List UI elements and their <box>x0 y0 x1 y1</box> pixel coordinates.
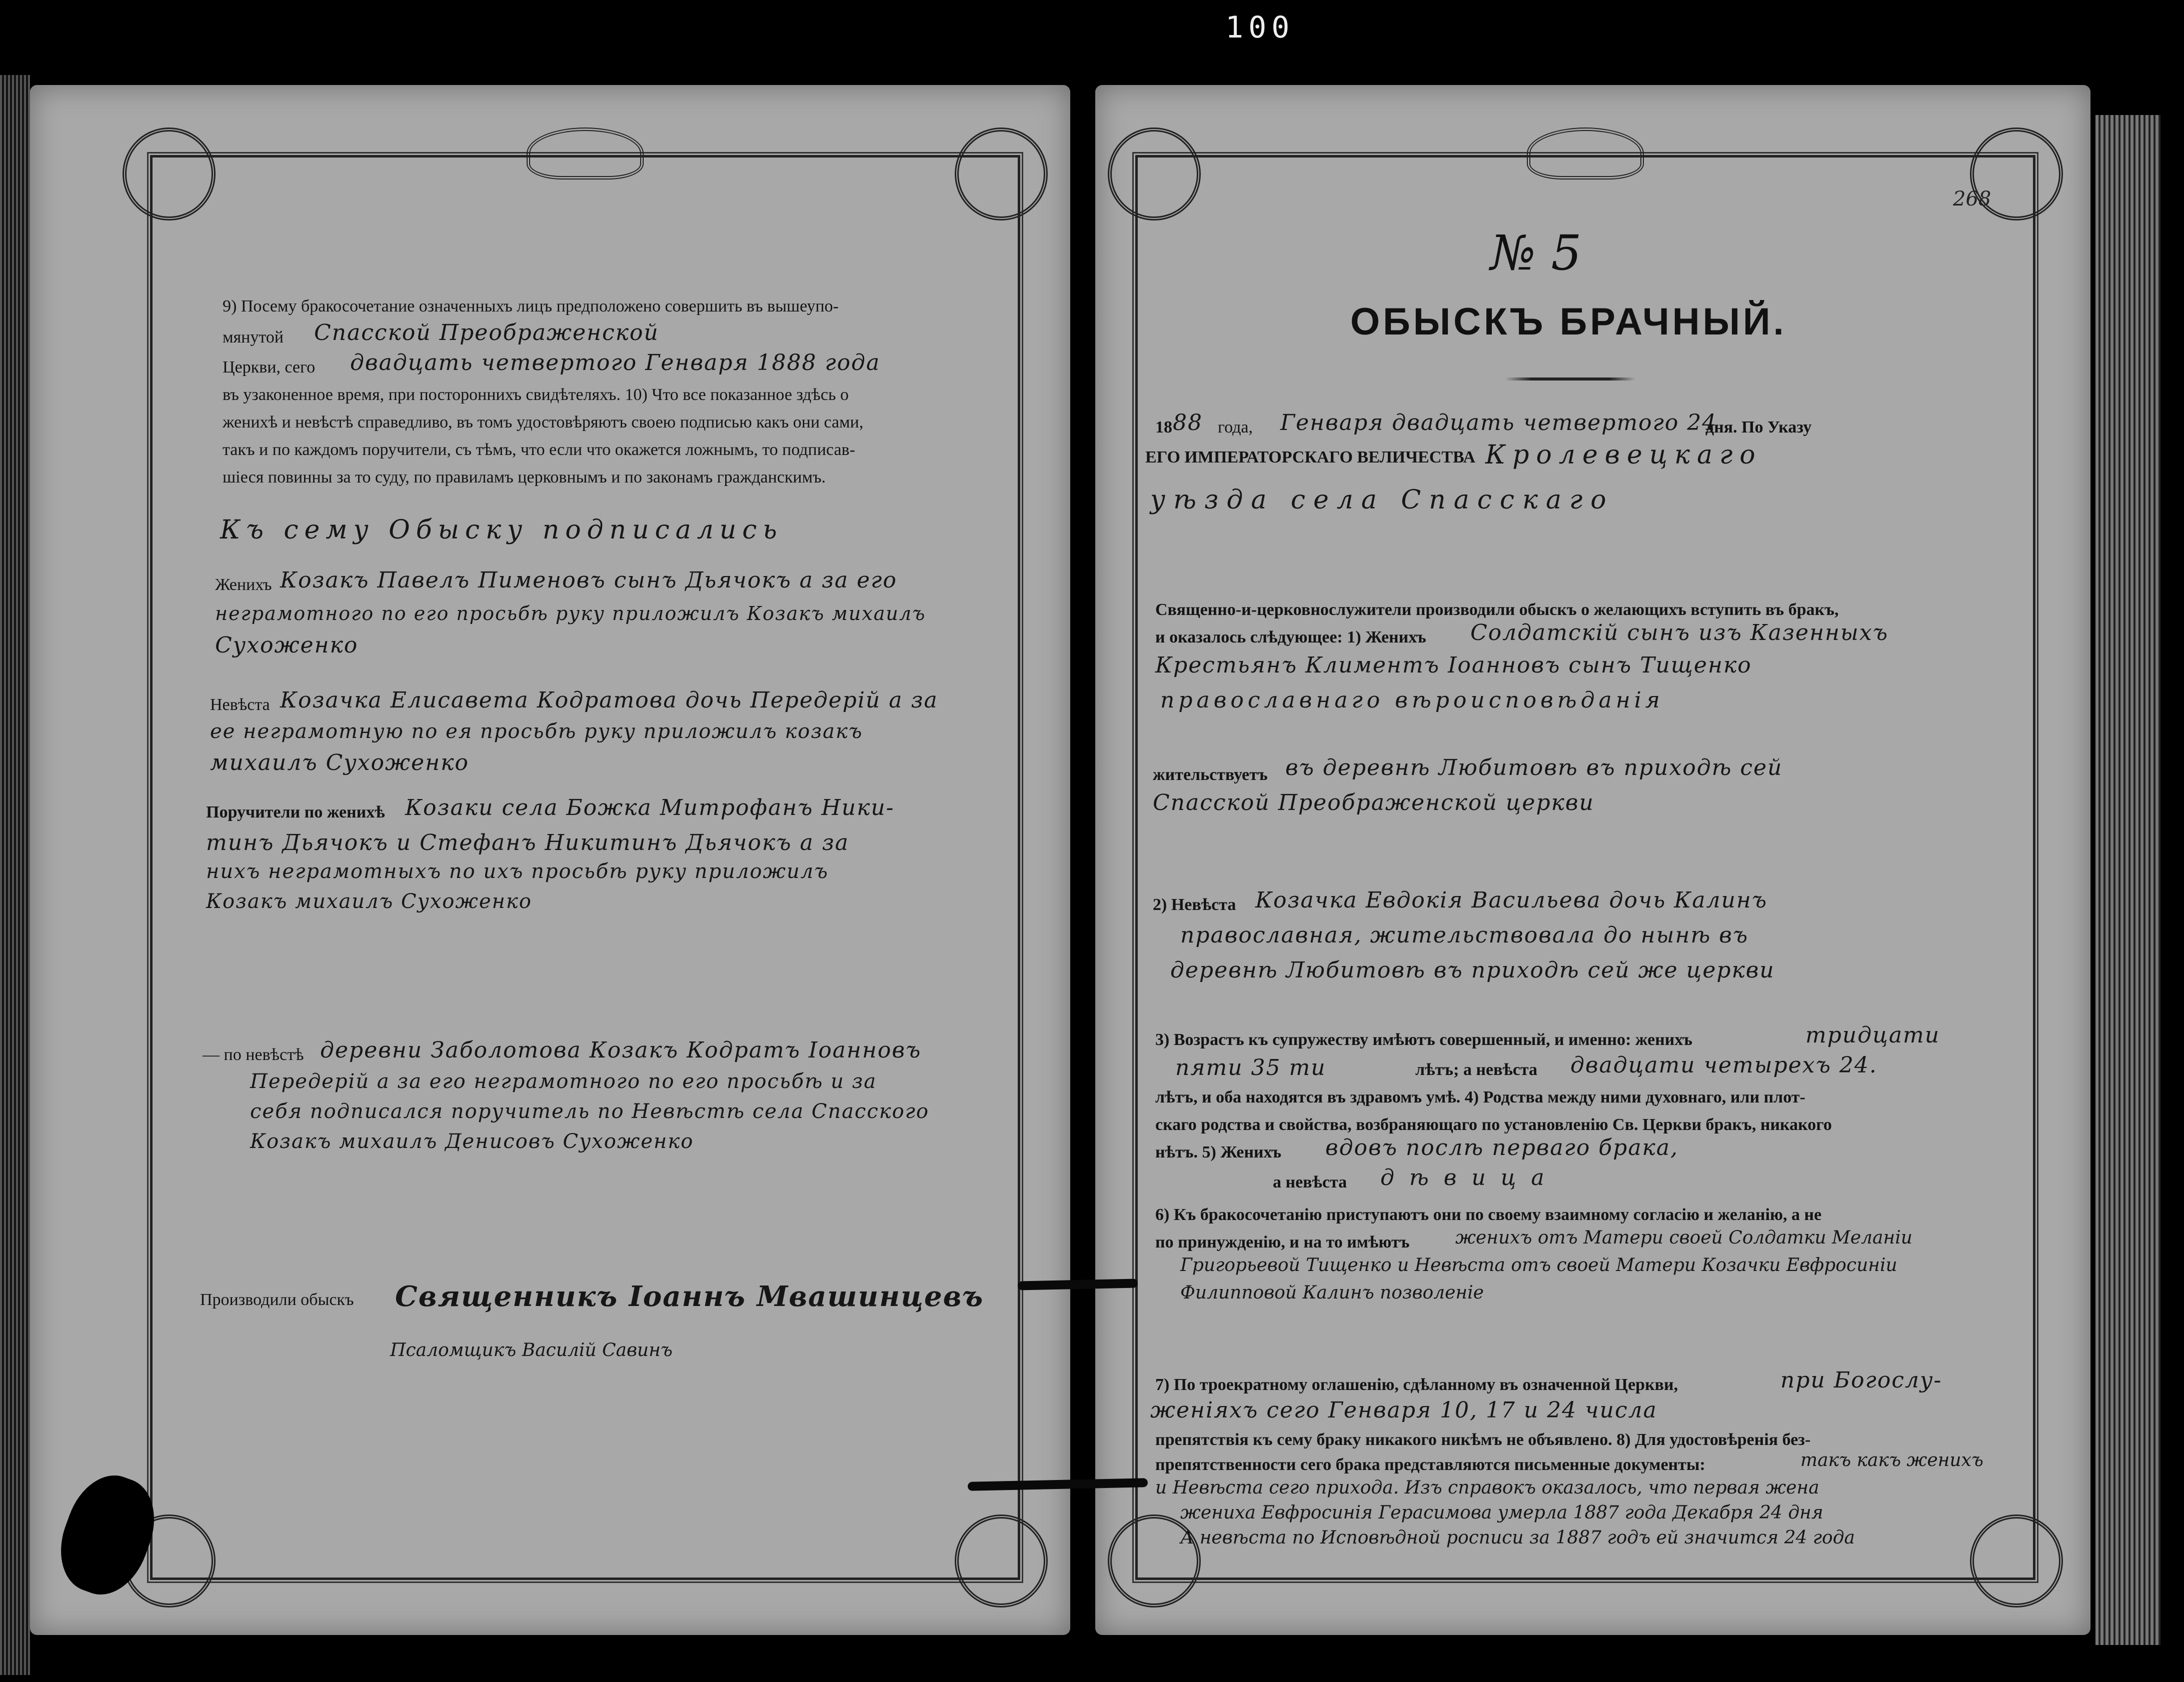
groom-hand-1: Солдатскій сынъ изъ Казенныхъ <box>1470 620 1889 646</box>
bride-guarantors-text-3: себя подписался поручитель по Невѣстѣ села Спасского <box>250 1100 930 1123</box>
groom-status-hand: вдовъ послѣ перваго брака, <box>1325 1135 1679 1160</box>
groom-guarantors-label: Поручители по женихѣ <box>206 803 385 822</box>
crown-ornament-icon <box>527 128 644 180</box>
left-text-line-5: женихѣ и невѣстѣ справедливо, въ томъ удостовѣряютъ своею подписью какъ они сами, <box>223 413 864 432</box>
groom-label: Женихъ <box>215 576 272 594</box>
document-number: № 5 <box>1490 225 1582 281</box>
crown-ornament-icon <box>1527 128 1644 180</box>
docs-hand-1: такъ какъ женихъ <box>1800 1450 1983 1470</box>
corner-ornament-icon <box>1970 1514 2063 1608</box>
groom-text-1: Козакъ Павелъ Пименовъ сынъ Дьячокъ а за его <box>280 568 897 593</box>
priest-signature: Священникъ Іоаннъ Мвашинцевъ <box>395 1280 984 1313</box>
book-spine-left <box>0 75 30 1675</box>
hand-church-name: Спасской Преображенской <box>314 320 659 346</box>
bride-text-2: ее неграмотную по ея просьбѣ руку приложилъ козакъ <box>210 720 863 743</box>
groom-guarantors-text-3: нихъ неграмотныхъ по ихъ просьбѣ руку приложилъ <box>206 860 829 883</box>
banns-line-4: препятственности сего брака представляются письменные документы: <box>1155 1456 1705 1474</box>
ukaz-text: дня. По Указу <box>1705 418 1812 436</box>
corner-ornament-icon <box>955 1514 1048 1608</box>
left-text-line-6: такъ и по каждомъ поручители, съ тѣмъ, что если что окажется ложнымъ, то подписав- <box>223 440 855 459</box>
age-line-3: лѣтъ, и оба находятся въ здравомъ умѣ. 4) Родства между ними духовнаго, или плот- <box>1155 1088 1805 1106</box>
assistant-signature: Псаломщикъ Василій Савинъ <box>390 1340 673 1360</box>
groom-guarantors-text-2: тинъ Дьячокъ и Стефанъ Никитинъ Дьячокъ а за <box>206 830 849 856</box>
emperor-line: ЕГО ИМПЕРАТОРСКАГО ВЕЛИЧЕСТВА <box>1145 448 1476 466</box>
right-page-frame <box>1135 155 2035 1580</box>
docs-hand-4: А невѣста по Исповѣдной росписи за 1887 годъ ей значится 24 года <box>1180 1528 1855 1548</box>
date-hand: Генваря двадцать четвертого 24 <box>1280 410 1717 436</box>
title-rule <box>1505 378 1635 380</box>
docs-hand-2: и Невѣста сего прихода. Изъ справокъ оказалось, что первая жена <box>1155 1478 1819 1498</box>
bride-hand-1: Козачка Евдокія Васильева дочь Калинъ <box>1255 888 1768 913</box>
ledger-mark: 100 <box>1225 10 1295 45</box>
corner-ornament-icon <box>955 128 1048 220</box>
clergy-line: Священно-и-церковнослужители производили обыскъ о желающихъ вступить въ бракъ, <box>1155 600 1839 619</box>
groom-text-2: неграмотного по его просьбѣ руку приложилъ Козакъ михаилъ <box>215 602 926 624</box>
age-line-1: 3) Возрастъ къ супружеству имѣютъ совершенный, и именно: женихъ <box>1155 1030 1692 1049</box>
bride-status-label: а невѣста <box>1273 1173 1347 1192</box>
age-groom-hand-2: пяти 35 ти <box>1175 1055 1326 1080</box>
consent-hand-1: женихъ отъ Матери своей Солдатки Меланіи <box>1455 1228 1912 1248</box>
consent-line-2: по принужденію, и на то имѣютъ <box>1155 1233 1410 1252</box>
page-edges <box>2095 115 2160 1645</box>
age-line-5: нѣтъ. 5) Женихъ <box>1155 1143 1282 1162</box>
banns-hand-2: женіяхъ сего Генваря 10, 17 и 24 числа <box>1150 1398 1657 1423</box>
groom-hand-2: Крестьянъ Климентъ Іоанновъ сынъ Тищенко <box>1155 652 1752 678</box>
groom-text-3: Сухоженко <box>215 632 359 658</box>
age-line-2: лѣтъ; а невѣста <box>1415 1060 1537 1079</box>
bride-guarantors-label: — по невѣстѣ <box>203 1046 304 1064</box>
bride-hand-2: православная, жительствовала до нынѣ въ <box>1180 922 1749 948</box>
uezd-hand-2: уѣзда села Спасскаго <box>1150 485 1614 515</box>
corner-ornament-icon <box>1108 128 1201 220</box>
found-line: и оказалось слѣдующее: 1) Женихъ <box>1155 628 1426 646</box>
bride-text-3: михаилъ Сухоженко <box>210 750 469 776</box>
banns-line-3: препятствія къ сему браку никакого никѣмъ не объявлено. 8) Для удостовѣренія без- <box>1155 1430 1811 1449</box>
bride-guarantors-text-2: Передерій а за его неграмотного по его просьбѣ и за <box>250 1070 877 1093</box>
bride-guarantors-text-1: деревни Заболотова Козакъ Кодратъ Іоанновъ <box>320 1038 922 1063</box>
year-hand: 88 <box>1173 410 1203 436</box>
left-text-line-4: въ узаконенное время, при постороннихъ свидѣтеляхъ. 10) Что все показанное здѣсь о <box>223 386 849 404</box>
bride-label: Невѣста <box>210 696 270 714</box>
age-line-4: скаго родства и свойства, возбраняющаго по установленію Св. Церкви бракъ, никакого <box>1155 1116 1832 1134</box>
banns-hand-1: при Богослу- <box>1780 1368 1942 1393</box>
bride-text-1: Козачка Елисавета Кодратова дочь Передерій а за <box>280 688 938 713</box>
corner-ornament-icon <box>123 128 216 220</box>
consent-hand-3: Филипповой Калинъ позволеніе <box>1180 1282 1484 1303</box>
consent-line-1: 6) Къ бракосочетанію приступаютъ они по своему взаимному согласію и желанію, а не <box>1155 1206 1822 1224</box>
age-bride-hand: двадцати четырехъ 24. <box>1570 1052 1877 1078</box>
residence-label: жительствуетъ <box>1153 766 1268 784</box>
conducted-label: Производили обыскъ <box>200 1290 354 1309</box>
hand-marriage-date: двадцать четвертого Генваря 1888 года <box>350 350 881 376</box>
left-text-line-1: 9) Посему бракосочетание означенныхъ лицъ предположено совершить въ вышеупо- <box>223 297 839 316</box>
residence-hand-1: въ деревнѣ Любитовѣ въ приходѣ сей <box>1285 755 1783 780</box>
groom-guarantors-text-4: Козакъ михаилъ Сухоженко <box>206 890 532 913</box>
page-number: 268 <box>1953 188 1991 210</box>
bride-status-hand: дѣвица <box>1380 1165 1559 1190</box>
bride-guarantors-text-4: Козакъ михаилъ Денисовъ Сухоженко <box>250 1130 694 1153</box>
uezd-hand-1: Кролевецкаго <box>1485 440 1762 470</box>
bride-label-right: 2) Невѣста <box>1153 896 1236 914</box>
year-prefix: 18 <box>1155 418 1172 436</box>
left-text-line-2: мянутой <box>223 328 284 346</box>
consent-hand-2: Григорьевой Тищенко и Невѣста отъ своей Матери Козачки Евфросиніи <box>1180 1255 1897 1276</box>
docs-hand-3: жениха Евфросинія Герасимова умерла 1887 года Декабря 24 дня <box>1180 1502 1823 1523</box>
groom-guarantors-text-1: Козаки села Божка Митрофанъ Ники- <box>405 795 895 820</box>
left-text-line-7: шіеся повинны за то суду, по правиламъ церковнымъ и по законамъ гражданскимъ. <box>223 468 826 486</box>
document-title: ОБЫСКЪ БРАЧНЫЙ. <box>1350 300 1787 343</box>
age-groom-hand: тридцати <box>1805 1022 1940 1048</box>
bride-hand-3: деревнѣ Любитовѣ въ приходѣ сей же церкви <box>1170 958 1775 983</box>
residence-hand-2: Спасской Преображенской церкви <box>1153 790 1594 816</box>
signed-heading: Къ сему Обыску подписались <box>220 515 783 545</box>
groom-hand-3: православнаго вѣроисповѣданія <box>1160 688 1664 713</box>
left-text-line-3: Церкви, сего <box>223 358 316 376</box>
year-suffix: года, <box>1218 418 1253 436</box>
banns-line-1: 7) По троекратному оглашенію, сдѣланному въ означенной Церкви, <box>1155 1376 1678 1394</box>
